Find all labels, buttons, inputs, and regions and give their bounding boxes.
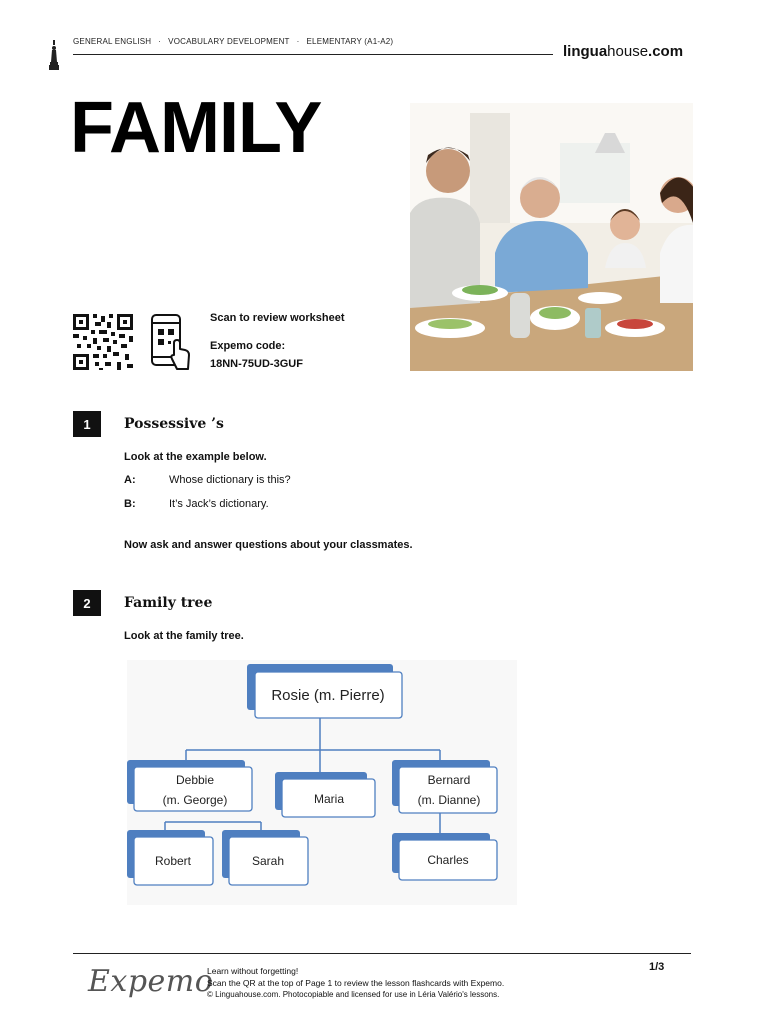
page-number: 1/3 (649, 961, 665, 973)
node-label-charles: Charles (427, 853, 469, 867)
expemo-code-value: 18NN-75UD-3GUF (210, 358, 303, 370)
expemo-code-label: Expemo code: (210, 340, 286, 352)
node-label-debbie-spouse: (m. George) (162, 793, 228, 807)
section-number-2: 2 (73, 590, 101, 616)
instruction-classmates: Now ask and answer questions about your classmates. (124, 539, 413, 551)
crumb-course: GENERAL ENGLISH (73, 37, 152, 46)
crumb-separator: · (296, 37, 300, 46)
footer-tagline: Learn without forgetting! (207, 966, 299, 976)
node-maria (275, 772, 375, 817)
logo-part-lingua: lingua (563, 43, 608, 60)
page-title: FAMILY (70, 88, 322, 168)
node-label-rosie: Rosie (m. Pierre) (271, 687, 385, 704)
node-debbie (127, 760, 252, 811)
breadcrumb (73, 37, 393, 46)
instruction-family-tree: Look at the family tree. (124, 630, 244, 642)
footer-instructions: Scan the QR at the top of Page 1 to review the lesson flashcards with Expemo. (207, 978, 505, 988)
section-title-family-tree: Family tree (124, 595, 213, 611)
speaker-a: A: (124, 474, 136, 486)
scan-label: Scan to review worksheet (210, 312, 345, 324)
node-label-sarah: Sarah (251, 854, 285, 868)
family-dinner-photo (410, 103, 693, 371)
node-label-bernard: Bernard (427, 773, 471, 787)
section-title-possessive: Possessive ’s (124, 416, 224, 432)
linguahouse-logo[interactable] (563, 43, 683, 60)
speaker-b: B: (124, 498, 136, 510)
family-tree-diagram (127, 660, 517, 905)
header-divider (73, 54, 553, 55)
section-number-1: 1 (73, 411, 101, 437)
qr-code[interactable] (73, 314, 133, 370)
node-sarah (222, 830, 308, 885)
dialogue-line-a: Whose dictionary is this? (169, 474, 291, 486)
node-label-debbie: Debbie (175, 773, 215, 787)
node-label-robert: Robert (154, 854, 192, 868)
node-robert (127, 830, 213, 885)
node-rosie (247, 664, 402, 718)
footer-divider (73, 953, 691, 954)
statue-of-liberty-icon (48, 40, 60, 70)
crumb-level: ELEMENTARY (A1-A2) (306, 37, 394, 46)
node-bernard (392, 760, 497, 813)
crumb-separator: · (158, 37, 162, 46)
logo-part-house: house (607, 43, 649, 60)
phone-scan-icon (150, 313, 192, 371)
logo-part-domain: .com (648, 43, 684, 60)
footer-copyright: © Linguahouse.com. Photocopiable and licensed for use in Léria Valério's lessons. (207, 990, 500, 999)
dialogue-line-b: It’s Jack’s dictionary. (169, 498, 269, 510)
crumb-topic: VOCABULARY DEVELOPMENT (168, 37, 290, 46)
node-label-bernard-spouse: (m. Dianne) (417, 793, 481, 807)
expemo-logo: Expemo (88, 964, 214, 999)
node-charles (392, 833, 497, 880)
instruction-example: Look at the example below. (124, 451, 267, 463)
node-label-maria: Maria (313, 792, 345, 806)
